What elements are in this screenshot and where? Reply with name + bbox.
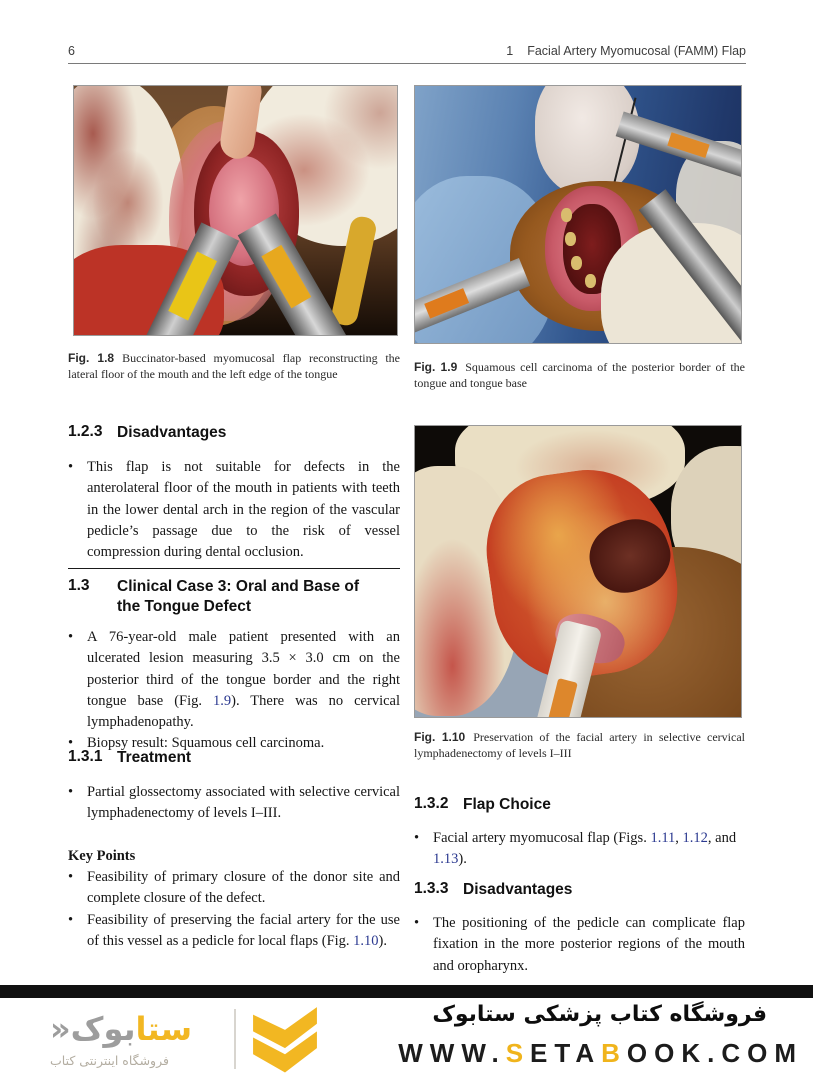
bullet-marker: • [68,911,74,928]
url-part: OOK.COM [626,1038,803,1068]
figure-1-10-caption [414,729,745,761]
section-title: Disadvantages [463,881,573,898]
page-header [68,44,746,64]
bullet-marker: • [68,459,74,475]
footer-watermark [0,998,813,1080]
bullet-marker: • [68,735,74,752]
figure-1-10-photo [414,425,742,718]
list-item [68,782,400,825]
logo-text-block [50,1011,222,1068]
key-points-block [68,846,400,952]
figure-1-8-caption [68,350,400,382]
section-1-3-2-body [414,828,745,871]
list-item-text [87,910,400,953]
figure-caption-text: Squamous cell carcinoma of the posterior border of the tongue and tongue base [414,360,745,390]
list-item-text [87,627,400,733]
section-heading-1-3 [68,577,384,616]
logo-divider [234,1009,236,1069]
chapter-title: Facial Artery Myomucosal (FAMM) Flap [527,44,746,58]
brand-wordmark [50,1011,222,1047]
section-number: 1.2.3 [68,423,103,440]
section-rule [68,568,400,569]
tooth [565,232,576,246]
setabook-logo [50,1000,324,1078]
section-1-3-3-body [414,913,745,977]
section-number: 1.3.1 [68,748,103,765]
key-points-title: Key Points [68,848,136,864]
running-head [506,44,746,58]
section-1-3-1-body [68,782,400,825]
tooth [561,208,572,222]
section-1-3-body [68,627,400,755]
list-item-text: The positioning of the pedicle can complicate flap fixation in the more posterior regions of the mouth and oropharynx. [433,915,745,974]
section-heading-1-3-1 [68,748,400,768]
figure-1-9-caption [414,359,745,391]
website-url [398,1038,803,1069]
section-number: 1.3.3 [414,880,449,897]
figure-1-9-photo [414,85,742,344]
chevron-icon [246,1001,324,1077]
url-part: ETA [530,1038,602,1068]
tooth [571,256,582,270]
section-title: Flap Choice [463,796,551,813]
section-title: Disadvantages [117,424,227,441]
list-item [68,910,400,953]
text-run: ). [458,851,467,868]
list-item [414,828,745,871]
footer-divider-bar [0,985,813,998]
bullet-marker: • [68,869,74,885]
text-run: Feasibility of preserving the facial artery for the use of this vessel as a pedicle for local flaps (Fig. [87,911,400,949]
instrument-tape [545,678,578,718]
section-title: Clinical Case 3: Oral and Base of the Tongue Defect [117,578,360,615]
retractor-tape [667,132,709,158]
list-item-text: This flap is not suitable for defects in the anterolateral floor of the mouth in patients with teeth in the lower dental arch in the region of the vascular pedicle’s passage due to the risk of vessel compression during dental occlusion. [87,459,400,561]
section-number: 1.3 [68,577,90,594]
brand-subtitle: فروشگاه اینترنتی کتاب [50,1052,169,1068]
figure-reference-link[interactable]: 1.9 [213,692,232,709]
figure-reference-link[interactable]: 1.10 [353,932,379,949]
bullet-marker: • [68,784,74,800]
figure-1-8-photo [73,85,398,336]
section-heading-1-3-3 [414,880,745,900]
brand-part-gray: بوک [70,1009,136,1048]
text-run: , and [707,830,737,846]
list-item [68,627,400,733]
section-heading-1-2-3 [68,423,400,443]
url-part-gold: B [601,1038,627,1068]
brand-part-gold: ستا [135,1009,193,1048]
list-item-text: Feasibility of primary closure of the donor site and complete closure of the defect. [87,869,400,907]
section-heading-1-3-2 [414,795,745,815]
text-run: ). There was no cervical lymphadenopathy. [87,692,400,731]
bullet-marker: • [68,629,74,645]
section-title: Treatment [117,749,192,766]
list-item-text: Partial glossectomy associated with selective cervical lymphadenectomy of levels I–III. [87,784,400,822]
url-part: WWW. [398,1038,506,1068]
figure-reference-link[interactable]: 1.13 [433,851,459,868]
figure-caption-text: Preservation of the facial artery in selective cervical lymphadenectomy of levels I–III [414,730,745,760]
list-item-text: Biopsy result: Squamous cell carcinoma. [87,735,325,752]
figure-reference-link[interactable]: 1.11 [650,830,676,846]
section-number: 1.3.2 [414,795,449,812]
figure-reference-link[interactable]: 1.12 [682,830,708,846]
figure-label: Fig. 1.8 [68,351,115,365]
tooth [585,274,596,288]
figure-caption-text: Buccinator-based myomucosal flap reconstructing the lateral floor of the mouth and the left edge of the tongue [68,351,400,381]
bullet-marker: • [414,915,420,931]
list-item [68,457,400,563]
chapter-number: 1 [506,44,514,58]
bullet-marker: • [414,830,420,846]
text-run: , [675,830,683,846]
text-run: ). [378,932,388,949]
figure-label: Fig. 1.10 [414,730,466,744]
section-1-2-3-body [68,457,400,563]
text-run: A 76-year-old male patient presented with an ulcerated lesion measuring 3.5 × 3.0 cm on the posterior third of the tongue border and the right tongue base (Fig. [87,629,400,709]
list-item-text [433,828,745,871]
retractor-tape [261,245,311,308]
text-run: Facial artery myomucosal flap (Figs. [433,830,651,846]
list-item [414,913,745,977]
brand-guillemet: « [50,1009,71,1048]
page-number: 6 [68,44,75,58]
store-tagline: فروشگاه کتاب پزشکی ستابوک [432,1002,767,1027]
url-part-gold: S [505,1038,531,1068]
list-item [68,867,400,910]
figure-label: Fig. 1.9 [414,360,458,374]
